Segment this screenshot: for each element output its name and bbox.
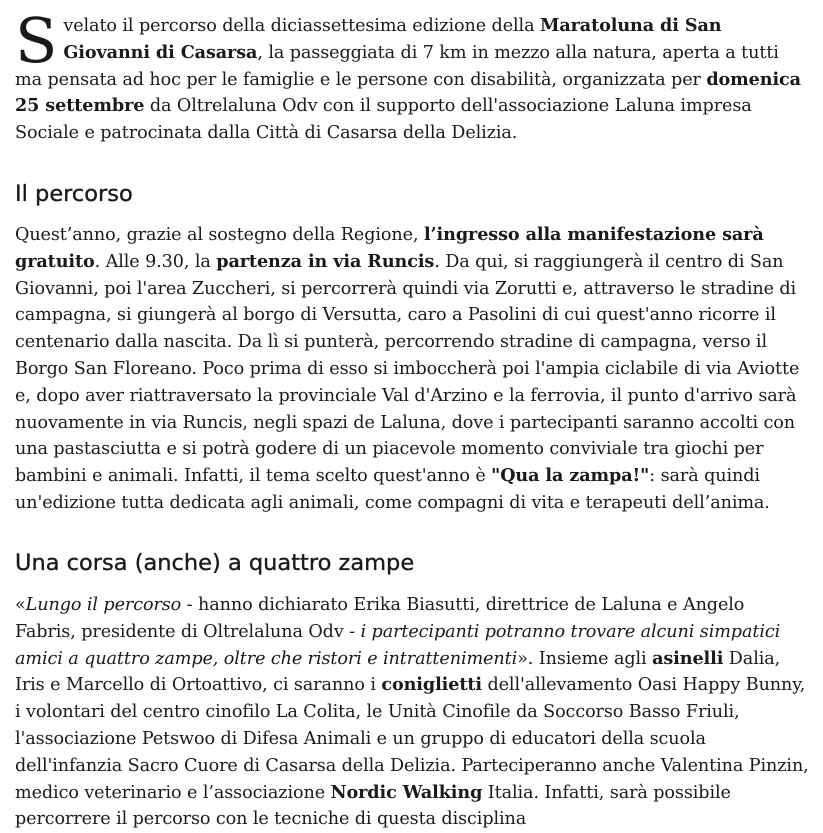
drop-cap: S [15, 4, 58, 77]
theme-highlight: "Qua la zampa!" [491, 465, 650, 487]
percorso-paragraph: Quest’anno, grazie al sostegno della Regione, l’ingresso alla manifestazione sarà gratuito. Alle 9.30, la partenza in via Runcis. Da qui, si raggiungerà il centro di San Giovanni, poi l'area Zuccheri, si percorrerà quindi via Zorutti e, attraverso le stradine di campagna, si giungerà al borgo di Versutta, caro a Pasolini di cui quest'anno ricorre il centenario dalla nascita. Da lì si punterà, percorrendo stradine di campagna, verso il Borgo San Floreano. Poco prima di esso si imboccherà poi l'ampia ciclabile di via Aviotte e, dopo aver riattraversato la provinciale Val d'Arzino e la ferrovia, il punto d'arrivo sarà nuovamente in via Runcis, negli spazi de Laluna, dove i partecipanti saranno accolti con una pastasciutta e si potrà godere di un piacevole momento conviviale tra giochi per bambini e animali. Infatti, il tema scelto quest'anno è "Qua la zampa!": sarà quindi un'edizione tutta dedicata agli animali, come compagni di vita e terapeuti dell’anima. [15, 224, 800, 513]
free-entry-highlight: l’ingresso alla manifestazione sarà gratuito [15, 224, 764, 272]
nordic-walking-highlight: Nordic Walking [330, 781, 483, 803]
start-location-highlight: partenza in via Runcis [216, 250, 435, 272]
section-heading-quattro-zampe: Una corsa (anche) a quattro zampe [15, 550, 415, 576]
coniglietti-highlight: coniglietti [381, 674, 482, 696]
quattro-zampe-paragraph: «Lungo il percorso - hanno dichiarato Erika Biasutti, direttrice de Laluna e Angelo Fabris, presidente di Oltrelaluna Odv - i partecipanti potranno trovare alcuni simpatici amici a quattro zampe, oltre che ristori e intrattenimenti». Insieme agli asinelli Dalia, Iris e Marcello di Ortoattivo, ci saranno i coniglietti dell'allevamento Oasi Happy Bunny, i volontari del centro cinofilo La Colita, le Unità Cinofile da Soccorso Basso Friuli, l'associazione Petswoo di Difesa Animali e un gruppo di educatori della scuola dell'infanzia Sacro Cuore di Casarsa della Delizia. Parteciperanno anche Valentina Pinzin, medico veterinario e l’associazione Nordic Walking Italia. Infatti, sarà possibile percorrere il percorso con le tecniche di questa disciplina [15, 595, 809, 830]
event-name: Maratoluna di San Giovanni di Casarsa [63, 15, 722, 63]
asinelli-highlight: asinelli [652, 647, 724, 669]
section-heading-percorso: Il percorso [15, 181, 133, 207]
quote-italic-2: i partecipanti potranno trovare alcuni simpatici amici a quattro zampe, oltre che ristori e intrattenimenti [15, 621, 781, 669]
intro-paragraph: Svelato il percorso della diciassettesima edizione della Maratoluna di San Giovanni di Casarsa, la passeggiata di 7 km in mezzo alla natura, aperta a tutti ma pensata ad hoc per le famiglie e le persone con disabilità, organizzata per domenica 25 settembre da Oltrelaluna Odv con il supporto dell'associazione Laluna impresa Sociale e patrocinata dalla Città di Casarsa della Delizia. [15, 4, 801, 144]
quote-italic-1: Lungo il percorso [25, 595, 182, 615]
event-date: domenica 25 settembre [15, 68, 801, 117]
